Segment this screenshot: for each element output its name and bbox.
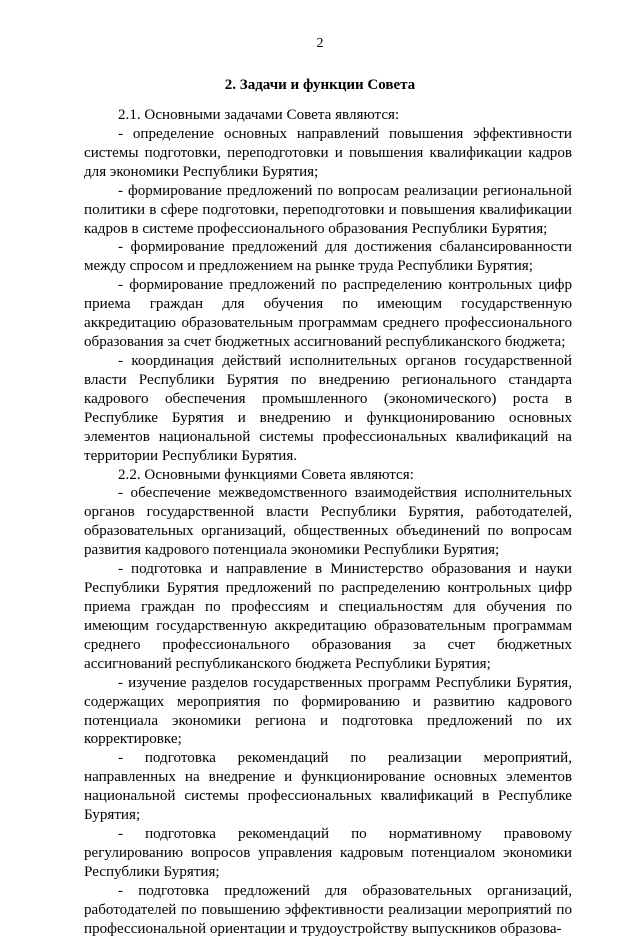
paragraph: - подготовка и направление в Министерство образования и науки Республики Бурятия предложений по распределению контрольных цифр приема граждан по профессиям и специальностям для обучения по имеющим государственную аккредитацию образовательным программам среднего профессионального образования за счет бюджетных ассигнований республиканского бюджета Республики Бурятия; <box>84 561 572 672</box>
paragraph: - формирование предложений по вопросам реализации региональной политики в сфере подготовки, переподготовки и повышения квалификации кадров в системе профессионального образования Республики Бурятия; <box>84 182 572 237</box>
paragraph: - подготовка рекомендаций по нормативному правовому регулированию вопросов управления кадровым потенциалом экономики Республики Бурятия; <box>84 826 572 880</box>
paragraph: - координация действий исполнительных органов государственной власти Республики Бурятия по внедрению регионального стандарта кадрового обеспечения промышленного (экономического) роста в Республике Бурятия и внедрению и функционированию основных элементов национальной системы профессиональных квалификаций на территории Республики Бурятия. <box>84 352 572 464</box>
paragraph: - подготовка рекомендаций по реализации мероприятий, направленных на внедрение и функционирование основных элементов национальной системы профессиональных квалификаций в Республике Бурятия; <box>84 750 572 824</box>
section-title: 2. Задачи и функции Совета <box>224 77 416 93</box>
paragraph: - формирование предложений для достижения сбалансированности между спросом и предложением на рынке труда Республики Бурятия; <box>84 239 572 275</box>
paragraph: - подготовка предложений для образовательных организаций, работодателей по повышению эффективности реализации мероприятий по профессиональной ориентации и трудоустройству выпускников образова- <box>84 882 572 937</box>
paragraph: - обеспечение межведомственного взаимодействия исполнительных органов государственной власти Республики Бурятия, работодателей, образовательных организаций, общественных объединений по вопросам развития кадрового потенциала экономики Республики Бурятия; <box>84 485 572 559</box>
paragraph: - определение основных направлений повышения эффективности системы подготовки, переподготовки и повышения квалификации кадров для экономики Республики Бурятия; <box>84 125 572 180</box>
paragraph: - формирование предложений по распределению контрольных цифр приема граждан для обучения по имеющим государственную аккредитацию образовательным программам среднего профессионального образования за счет бюджетных ассигнований республиканского бюджета; <box>84 277 572 351</box>
body-text <box>84 106 572 939</box>
page-number: 2 <box>316 36 324 51</box>
paragraph: - изучение разделов государственных программ Республики Бурятия, содержащих мероприятия по формированию и развитию кадрового потенциала экономики региона и подготовка предложений по их корректировке; <box>84 674 572 748</box>
paragraph: 2.1. Основными задачами Совета являются: <box>118 107 400 123</box>
paragraph: 2.2. Основными функциями Совета являются: <box>118 466 414 483</box>
